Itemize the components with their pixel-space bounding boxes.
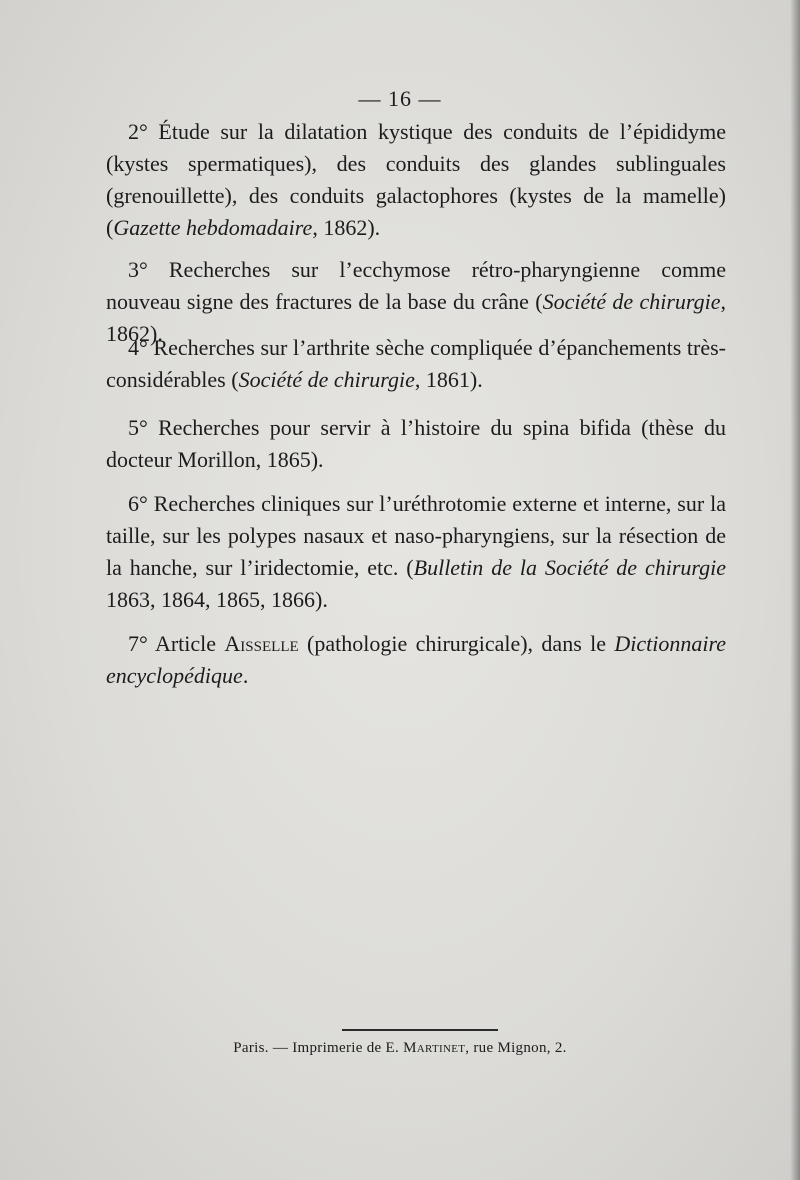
bibliography-entry-6 bbox=[106, 488, 726, 616]
entry-text: 3° Recherches sur l’ecchymose rétro-pharyngienne comme nouveau signe des fractures de la base du crâne ( bbox=[106, 257, 726, 314]
journal-title: Dictionnaire encyclopédique bbox=[106, 631, 727, 688]
entry-text: 4° Recherches sur l’arthrite sèche compliquée d’épanchements très-considérables ( bbox=[106, 335, 726, 392]
printer-name: Martinet bbox=[403, 1040, 466, 1056]
entry-text: , 1862). bbox=[312, 215, 381, 240]
page-edge-shadow bbox=[790, 0, 800, 1180]
bibliography-entry-2 bbox=[106, 116, 726, 244]
imprint-text: Paris. — Imprimerie de E. bbox=[233, 1040, 404, 1056]
bibliography-entry-4 bbox=[106, 332, 726, 396]
journal-title: Gazette hebdomadaire bbox=[113, 215, 313, 240]
bibliography-entry-5 bbox=[106, 412, 726, 476]
entry-text: 7° Article bbox=[128, 631, 225, 656]
entry-text: (pathologie chirurgicale), dans le bbox=[298, 631, 615, 656]
journal-title: Bulletin de la Société de chirurgie bbox=[413, 555, 726, 580]
bibliography-entry-7 bbox=[106, 628, 726, 692]
entry-text: 1863, 1864, 1865, 1866). bbox=[106, 587, 328, 612]
article-name: Aisselle bbox=[224, 631, 299, 656]
entry-text: 5° Recherches pour servir à l’histoire du spina bifida (thèse du docteur Morillon, 1865). bbox=[106, 415, 726, 472]
entry-text: 6° Recherches cliniques sur l’uréthrotomie externe et interne, sur la taille, sur les polypes nasaux et naso-pharyngiens, sur la résection de la hanche, sur l’iridectomie, etc. ( bbox=[106, 491, 726, 580]
entry-text: . bbox=[242, 663, 249, 688]
imprint-text: , rue Mignon, 2. bbox=[465, 1040, 567, 1056]
journal-title: Société de chirurgie bbox=[238, 367, 415, 392]
journal-title: Société de chirurgie bbox=[542, 289, 721, 314]
entry-text: 2° Étude sur la dilatation kystique des conduits de l’épididyme (kystes spermatiques), des conduits des glandes sublinguales (grenouillette), des conduits galactophores (kystes de la mamelle) ( bbox=[106, 119, 726, 240]
printer-imprint bbox=[0, 1040, 800, 1057]
entry-text: , 1862). bbox=[106, 289, 727, 346]
entry-text: , 1861). bbox=[414, 367, 483, 392]
page-number: — 16 — bbox=[358, 86, 442, 111]
divider-rule bbox=[342, 1029, 498, 1031]
